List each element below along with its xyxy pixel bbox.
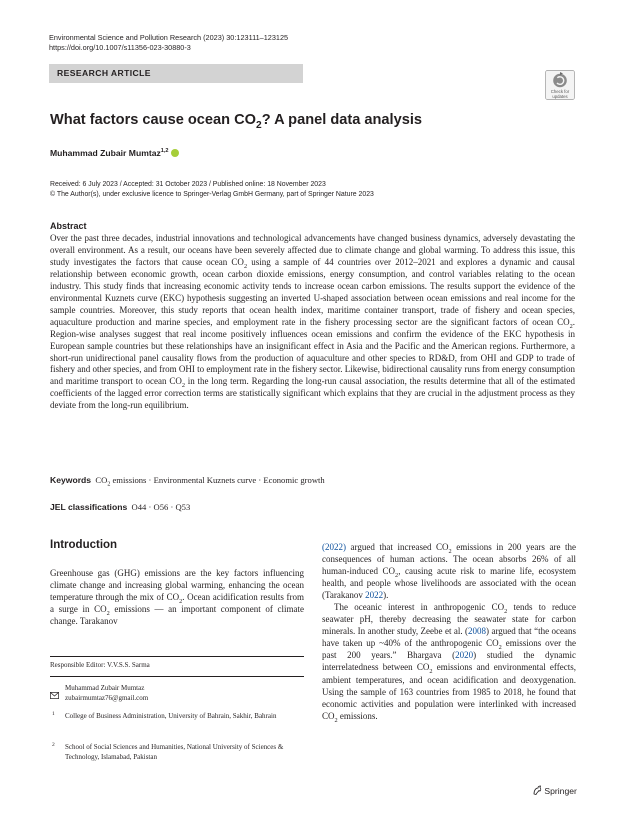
subscript: 2 [498,644,502,652]
footnote-divider [50,656,304,657]
abstract-heading: Abstract [50,221,87,231]
affiliation-marks: 1,2 [160,148,169,155]
intro-text: emissions. [337,710,378,721]
orcid-icon[interactable] [171,149,179,157]
copyright-line: © The Author(s), under exclusive licence to Springer-Verlag GmbH Germany, part of Springer Nature 2023 [50,191,374,198]
separator: · [146,475,154,485]
intro-text: . Ocean acidification results from a surge in CO [50,592,304,615]
abstract-text-4: in the long term. Regarding the long-run causal association, the results determine that all of the estimated coefficients of the lagged error correction terms are statistically significant which explains that they are crucial in the adjustment process as they deviate from the long-run equilibrium. [50,376,575,411]
subscript: 2 [448,547,452,555]
subscript: 2 [179,597,183,605]
intro-text: ) argued that “the oceans have taken up ~40% of the anthropogenic CO [322,626,576,649]
author-line [50,148,179,158]
jel-label: JEL classifications [50,502,128,512]
title-text: What factors cause ocean CO [50,112,256,128]
intro-text: argued that increased CO [346,542,449,552]
affiliation-1: College of Business Administration, University of Bahrain, Sakhir, Bahrain [65,712,277,720]
intro-text: emissions — an important component of climate change. Tarakanov [50,604,304,627]
keyword-3: Economic growth [263,475,325,485]
jel-codes: O44 · O56 · Q53 [131,502,191,512]
footnote-divider [50,676,304,677]
intro-text: emissions in 200 years are the consequences of human actions. The ocean absorbs 26% of all human-induced CO [322,542,576,577]
intro-text: ) studied the dynamic interrelatedness between CO [322,650,576,673]
subscript: 2 [106,609,110,617]
article-title [50,112,423,131]
publisher-name: Springer [544,786,577,796]
citation-link[interactable]: (2022) [322,542,346,552]
keyword-2: Environmental Kuznets curve [153,475,257,485]
subscript: 2 [334,716,338,724]
intro-left-column [50,567,304,627]
article-type-banner [49,64,303,83]
subscript: 2 [504,608,508,616]
subscript: 2 [107,481,111,488]
envelope-icon [50,686,59,704]
citation-link[interactable]: 2020 [455,650,474,661]
intro-text: , causing acute risk to marine life, ecosystem health, and people whose livelihoods are associated with the ocean (Tarakanov [322,566,577,601]
contact-email[interactable]: zubairmumtaz76@gmail.com [65,694,149,702]
article-type-label: RESEARCH ARTICLE [57,68,151,78]
check-updates-line2: updates [552,93,568,99]
intro-text: emissions over the past 200 years.” Bhargava ( [322,638,576,661]
abstract-body [50,233,575,412]
subscript: 2 [429,668,433,676]
keyword-1: CO [95,475,108,485]
keyword-1-end: emissions [110,475,147,485]
affiliation-2: School of Social Sciences and Humanities, National University of Sciences & Technology, Islamabad, Pakistan [65,743,284,761]
check-updates-line1: Check for [550,89,570,94]
abstract-text-2: using a sample of 44 countries over 2012–2021 and explores a dynamic and causal relationship between economic growth, ocean carbon dioxide emissions, energy consumption, and control variables relating to the ocean industry. This study finds that increasing economic activity tends to increase ocean carbon emissions. The results support the evidence of the environmental Kuznets curve (EKC) hypothesis suggesting an inverted U-shaped association between ocean emissions and real income for the sample countries. Moreover, this study reports that ocean health index, maritime container transport, trade of fishery and ocean species, aquaculture production and marine species, and employment rate in the fishery processing sector are the significant factors of ocean CO [50,256,575,327]
publication-dates: Received: 6 July 2023 / Accepted: 31 October 2023 / Published online: 18 November 2023 [50,181,326,188]
subscript: 2 [181,382,185,390]
journal-citation: Environmental Science and Pollution Research (2023) 30:123111–123125 [49,33,289,42]
springer-horse-icon [533,785,542,795]
intro-text: Greenhouse gas (GHG) emissions are the key factors influencing climate change and increasing global warming, enhancing the ocean temperature through the mix of CO [50,568,304,603]
doi-link[interactable]: https://doi.org/10.1007/s11356-023-30880-3 [49,43,191,52]
keywords-label: Keywords [50,475,92,485]
springer-logo [533,785,577,796]
affiliation-1-mark: 1 [52,711,55,717]
subscript: 2 [243,262,248,270]
intro-text: tends to reduce seawater pH, thereby decreasing the seawater state for carbon minerals. In another study, Zeebe et al. ( [322,602,576,637]
jel-line [50,502,190,512]
subscript: 2 [395,571,399,579]
citation-link[interactable]: 2008 [468,626,487,637]
contact-name: Muhammad Zubair Mumtaz [65,684,145,692]
title-subscript: 2 [256,119,262,131]
author-name[interactable]: Muhammad Zubair Mumtaz [50,148,161,158]
intro-text: The oceanic interest in anthropogenic CO [334,602,505,613]
affiliation-2-mark: 2 [52,742,55,748]
intro-text: ). [383,590,389,601]
intro-text: emissions and environmental effects, ambient temperatures, and ocean acidification and deoxygenation. Using the sample of 163 countries from 1985 to 2018, he found that economic activities and population were interlinked with increased CO [322,662,576,721]
abstract-text-1: Over the past three decades, industrial innovations and technological advancements have changed business dynamics, adversely devastating the overall environment. As a result, our oceans have been severely affected due to climate change and global warming. To address this issue, this study investigates the factors that cause ocean CO [50,233,575,267]
responsible-editor: Responsible Editor: V.V.S.S. Sarma [50,661,150,669]
keywords-line [50,475,325,488]
introduction-heading: Introduction [50,539,118,551]
citation-link[interactable]: 2022 [365,590,384,601]
intro-right-column [322,541,576,722]
separator: · [256,475,264,485]
abstract-text-3: . Region-wise analyses suggest that real income positively influences ocean emissions and confirm the evidence of the EKC hypothesis in European sample countries but these relationships have an insignificant effect in Asia and the Pacific and the American regions. Furthermore, a short-run unidirectional panel causality flows from the production of aquaculture and other species to RD&D, from OHI and GDP to trade of fishery and other species, and from OHI to employment rate in the fishery sector. Likewise, bidirectional causality runs from energy consumption and maritime transport to ocean CO [50,316,575,387]
check-for-updates-badge[interactable] [545,70,575,100]
subscript: 2 [569,322,573,330]
title-text-end: ? A panel data analysis [261,112,423,128]
